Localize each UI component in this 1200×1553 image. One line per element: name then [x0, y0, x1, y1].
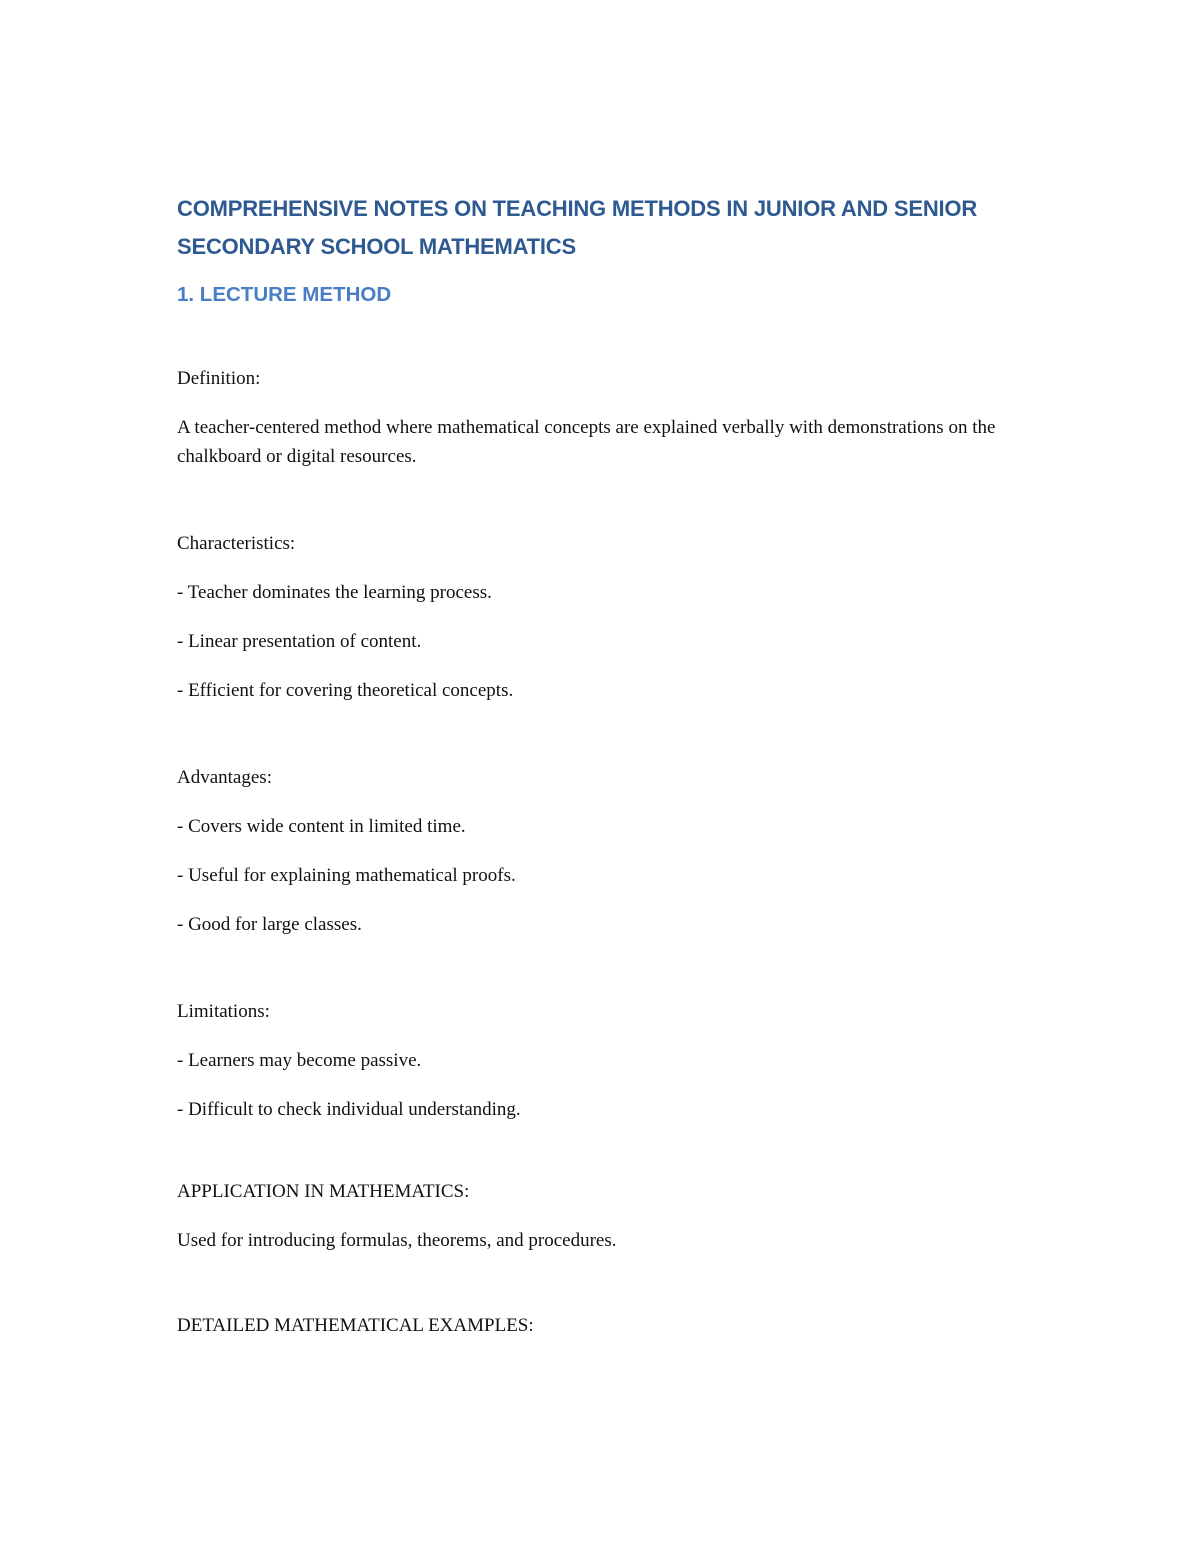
characteristics-label: Characteristics: [177, 533, 296, 554]
section-heading-lecture-method: 1. LECTURE METHOD [177, 283, 392, 306]
definition-text: A teacher-centered method where mathematical concepts are explained verbally with demonstrations on the chalkboard or digital resources. [177, 417, 996, 467]
limitations-item: - Learners may become passive. [177, 1050, 422, 1071]
advantages-item: - Covers wide content in limited time. [177, 816, 466, 837]
examples-label: DETAILED MATHEMATICAL EXAMPLES: [177, 1315, 534, 1336]
characteristics-item: - Linear presentation of content. [177, 631, 422, 652]
document-body [177, 190, 1007, 1340]
limitations-label: Limitations: [177, 1001, 270, 1022]
characteristics-item: - Efficient for covering theoretical concepts. [177, 680, 514, 701]
application-label: APPLICATION IN MATHEMATICS: [177, 1181, 470, 1202]
definition-label: Definition: [177, 368, 261, 389]
application-text: Used for introducing formulas, theorems, and procedures. [177, 1230, 617, 1251]
limitations-item: - Difficult to check individual understanding. [177, 1099, 521, 1120]
advantages-item: - Good for large classes. [177, 914, 362, 935]
characteristics-item: - Teacher dominates the learning process. [177, 582, 492, 603]
advantages-item: - Useful for explaining mathematical proofs. [177, 865, 516, 886]
advantages-label: Advantages: [177, 767, 272, 788]
document-title: COMPREHENSIVE NOTES ON TEACHING METHODS IN JUNIOR AND SENIOR SECONDARY SCHOOL MATHEMATICS [177, 196, 978, 259]
